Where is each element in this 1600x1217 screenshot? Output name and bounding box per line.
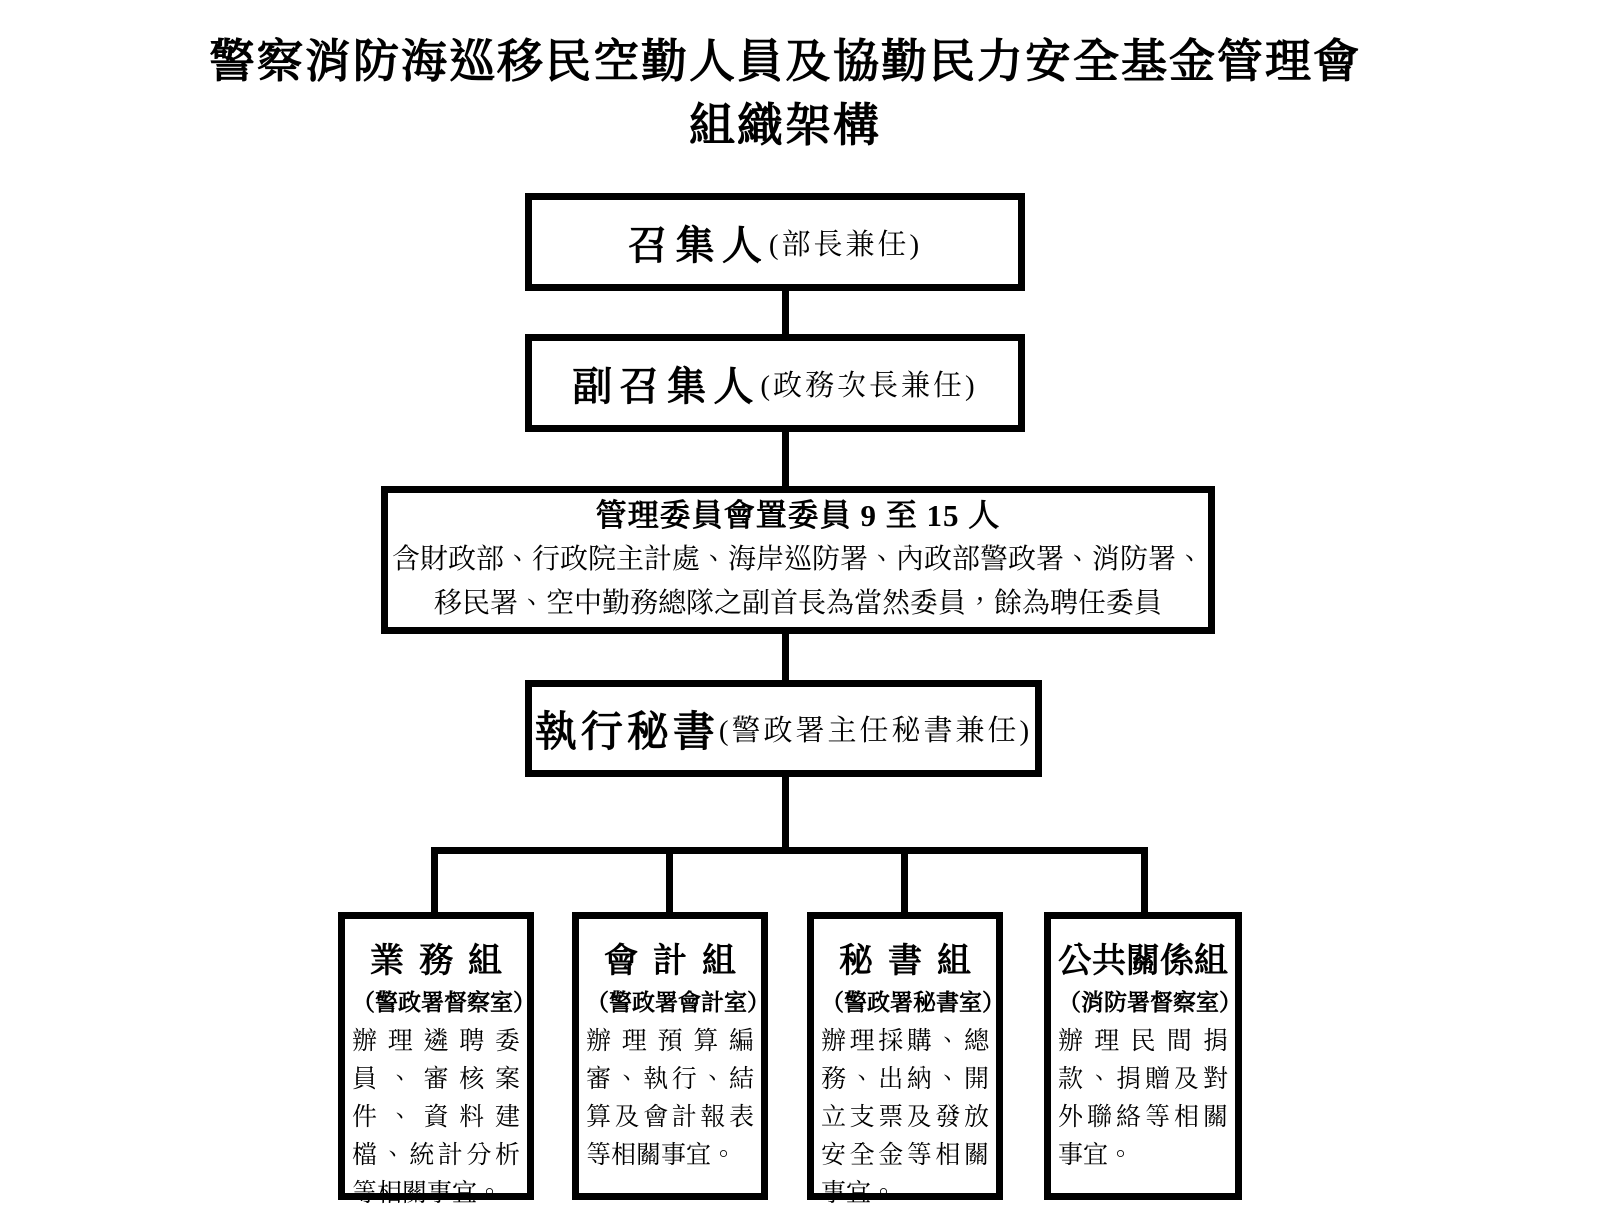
convener-subtitle: (部長兼任) (768, 228, 923, 261)
operations-division-duties: 辦理遴聘委員、審核案件、資料建檔、統計分析等相關事宜。 (352, 1028, 520, 1207)
deputy-convener-title: 副召集人 (572, 363, 761, 409)
connector-drop-operations (431, 847, 438, 914)
connector-drop-public-relations (1141, 847, 1148, 914)
executive-secretary-subtitle: (警政署主任秘書兼任) (718, 715, 1033, 747)
convener-title: 召集人 (627, 222, 769, 268)
public-relations-division-title: 公共關係組 (1058, 943, 1228, 980)
public-relations-division-duties: 辦理民間捐款、捐贈及對外聯絡等相關事宜。 (1058, 1028, 1228, 1169)
accounting-division-title: 會計組 (604, 943, 751, 980)
secretariat-division-title: 秘書組 (839, 943, 986, 980)
executive-secretary-title: 執行秘書 (534, 709, 719, 756)
connector-horizontal-bar (431, 847, 1148, 854)
connector-drop-secretariat (901, 847, 908, 914)
operations-division-title: 業務組 (370, 943, 517, 980)
node-secretariat-division (807, 912, 1005, 1207)
connector-drop-accounting (666, 847, 673, 914)
node-convener (525, 193, 1025, 291)
page-title-line-1: 警察消防海巡移民空勤人員及協勤民力安全基金管理會 (209, 36, 1361, 87)
committee-members-line-1: 含財政部、行政院主計處、海岸巡防署、內政部警政署、消防署、 (391, 544, 1204, 575)
committee-members-line-2: 移民署、空中勤務總隊之副首長為當然委員，餘為聘任委員 (433, 588, 1162, 619)
node-deputy-convener (525, 334, 1025, 432)
node-operations-division (338, 912, 536, 1207)
secretariat-division-office: （警政署秘書室） (821, 990, 1005, 1015)
public-relations-division-office: （消防署督察室） (1058, 990, 1242, 1015)
deputy-convener-subtitle: (政務次長兼任) (760, 369, 978, 402)
node-management-committee (381, 486, 1215, 634)
committee-heading: 管理委員會置委員 9 至 15 人 (595, 498, 1001, 533)
connector-secretary-drop (782, 775, 789, 851)
connector-deputy-committee (782, 430, 789, 488)
page-title-line-2: 組織架構 (689, 100, 881, 151)
node-accounting-division (572, 912, 768, 1200)
node-public-relations-division (1044, 912, 1242, 1200)
connector-convener-deputy (782, 289, 789, 336)
accounting-division-duties: 辦理預算編審、執行、結算及會計報表等相關事宜。 (586, 1028, 754, 1169)
accounting-division-office: （警政署會計室） (586, 990, 770, 1015)
operations-division-office: （警政署督察室） (352, 990, 536, 1015)
page-title (0, 30, 1570, 158)
node-executive-secretary (525, 680, 1042, 777)
connector-committee-secretary (782, 632, 789, 682)
secretariat-division-duties: 辦理採購、總務、出納、開立支票及發放安全金等相關事宜。 (821, 1028, 989, 1207)
